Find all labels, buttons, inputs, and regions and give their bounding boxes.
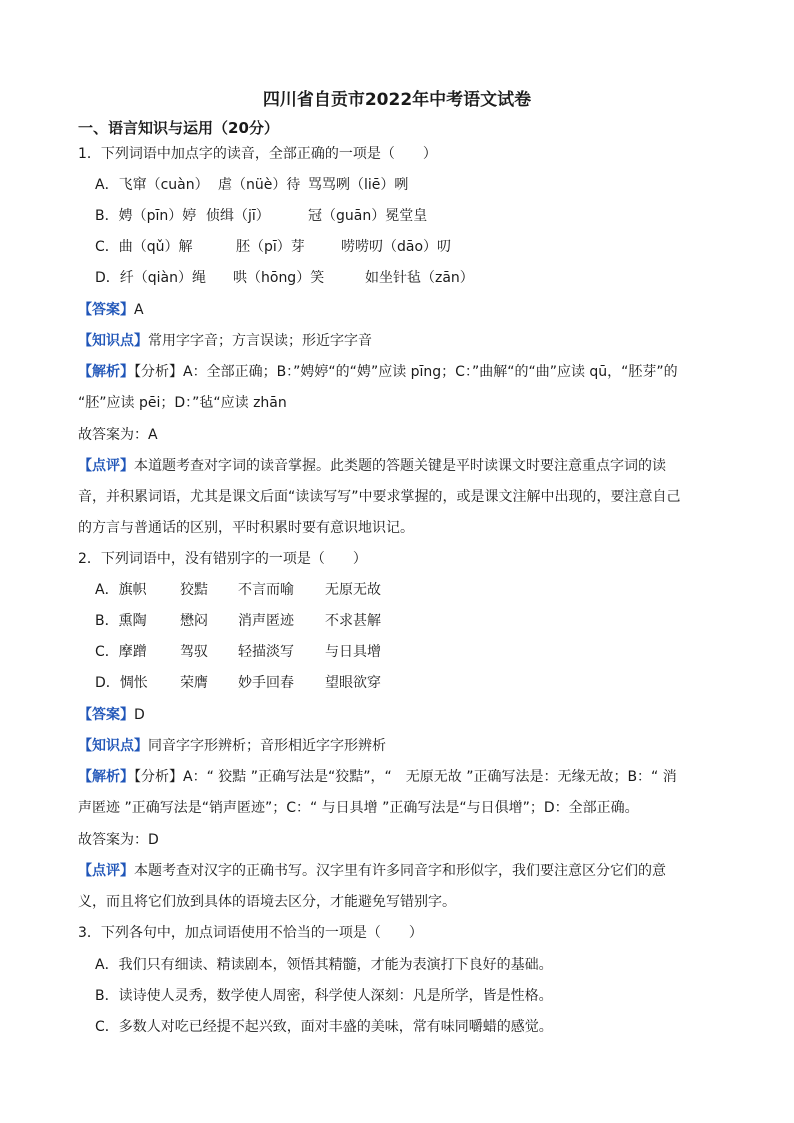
q2-comment: 【点评】本题考查对汉字的正确书写。汉字里有许多同音字和形似字，我们要注意区分它们的意	[78, 863, 666, 879]
q2-comment-cont: 义，而且将它们放到具体的语境去区分，才能避免写错别字。	[78, 894, 456, 910]
q1-analysis-cont: “胚”应读 pēi；D：”毡“应读 zhān	[78, 395, 287, 411]
q2-knowledge-point: 【知识点】同音字字形辨析；音形相近字字形辨析	[78, 738, 386, 754]
q3-option-c: C．多数人对吃已经提不起兴致，面对丰盛的美味，常有味同嚼蜡的感觉。	[95, 1019, 553, 1035]
q2-conclusion: 故答案为：D	[78, 832, 159, 848]
q1-comment-cont: 音，并积累词语，尤其是课文后面“读读写写”中要求掌握的，或是课文注解中出现的，要注意自己	[78, 489, 681, 505]
q1-knowledge-point: 【知识点】常用字字音；方言误读；形近字字音	[78, 333, 372, 349]
question-2-stem: 2．下列词语中，没有错别字的一项是（ ）	[78, 551, 367, 567]
q3-option-a: A．我们只有细读、精读剧本，领悟其精髓，才能为表演打下良好的基础。	[95, 957, 553, 973]
q2-answer: 【答案】D	[78, 707, 145, 723]
q1-comment-cont: 的方言与普通话的区别，平时积累时要有意识地识记。	[78, 520, 414, 536]
q1-conclusion: 故答案为：A	[78, 427, 158, 443]
q3-option-b: B．读诗使人灵秀，数学使人周密，科学使人深刻：凡是所学，皆是性格。	[95, 988, 553, 1004]
q2-analysis: 【解析】【分析】A：“ 狡黠 ”正确写法是“狡黠”，“ 无原无故 ”正确写法是：无缘无故；B：“ 消	[78, 769, 677, 785]
q1-analysis: 【解析】【分析】A：全部正确；B：”娉婷“的“娉”应读 pīng；C：”曲解“的“曲”应读 qū，“胚芽”的	[78, 364, 678, 380]
q2-analysis-cont: 声匿迹 ”正确写法是“销声匿迹”；C：“ 与日具增 ”正确写法是“与日俱增”；D：全部正确。	[78, 800, 639, 816]
q1-answer: 【答案】A	[78, 302, 144, 318]
document-title: 四川省自贡市2022年中考语文试卷	[262, 90, 532, 110]
section-heading: 一、语言知识与运用（20分）	[78, 119, 279, 137]
exam-page: 四川省自贡市2022年中考语文试卷 一、语言知识与运用（20分） 1．下列词语中加点字的读音，全部正确的一项是（ ） A．飞窜（cuàn） 虐（nüè）待 骂骂咧（liē）咧 B．娉（pīn）婷 侦缉（jī） 冠（guān）冕堂皇 C．曲（qǔ）解 胚（pī）芽 唠唠叨（dāo）叨 D．纤（qiàn）绳 哄（hōng）笑 如坐针毡（zān） 【答案】A 【知识点】常用字字音；方言误读；形近字字音 【解析】【分析】A：全部正确；B：”娉婷“的“娉”应读 pīng；C：”曲解“的“曲”应读 qū，“胚芽”的 “胚”应读 pēi；D：”毡“应读 zhān 故答案为：A 【点评】本道题考查对字词的读音掌握。此类题的答题关键是平时读课文时要注意重点字词的读 音，并积累词语，尤其是课文后面“读读写写”中要求掌握的，或是课文注解中出现的，要注意自己 的方言与普通话的区别，平时积累时要有意识地识记。 2．下列词语中，没有错别字的一项是（ ） A．旗帜 狡黠 不言而喻 无原无故 B．熏陶 懋闷 消声匿迹 不求甚解 C．摩蹭 驾驭 轻描淡写 与日具增 D．惆怅 荣膺 妙手回春 望眼欲穿 【答案】D 【知识点】同音字字形辨析；音形相近字字形辨析 【解析】【分析】A：“ 狡黠 ”正确写法是“狡黠”，“ 无原无故 ”正确写法是：无缘无故；B：“ 消 声匿迹 ”正确写法是“销声匿迹”；C：“ 与日具增 ”正确写法是“与日俱增”；D：全部正确。 故答案为：D 【点评】本题考查对汉字的正确书写。汉字里有许多同音字和形似字，我们要注意区分它们的意 义，而且将它们放到具体的语境去区分，才能避免写错别字。 3．下列各句中，加点词语使用不恰当的一项是（ ） A．我们只有细读、精读剧本，领悟其精髓，才能为表演打下良好的基础。 B．读诗使人灵秀，数学使人周密，科学使人深刻：凡是所学，皆是性格。 C．多数人对吃已经提不起兴致，面对丰盛的美味，常有味同嚼蜡的感觉。	[0, 0, 794, 1123]
question-1-stem: 1．下列词语中加点字的读音，全部正确的一项是（ ）	[78, 146, 437, 162]
question-3-stem: 3．下列各句中，加点词语使用不恰当的一项是（ ）	[78, 925, 423, 941]
q1-comment: 【点评】本道题考查对字词的读音掌握。此类题的答题关键是平时读课文时要注意重点字词的读	[78, 458, 666, 474]
